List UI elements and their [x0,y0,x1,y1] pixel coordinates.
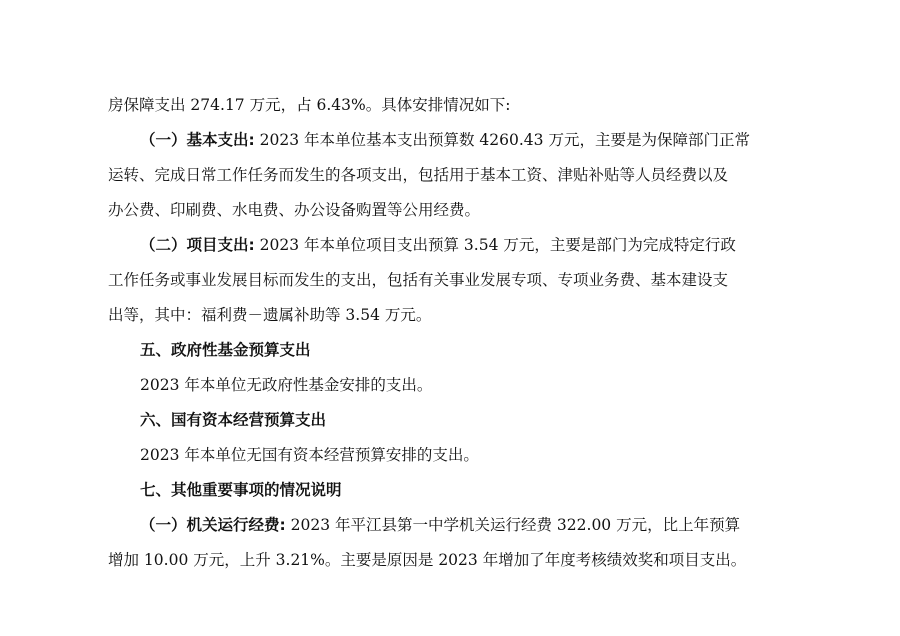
section-7-item-1-label: （一）机关运行经费: [140,516,286,534]
basic-expense-line-3 [108,193,794,228]
section-7-item-1-line-2 [108,543,794,578]
project-expense-line-1 [108,228,794,263]
section-6-heading-line [108,403,794,438]
project-expense-text-1: 2023 年本单位项目支出预算 3.54 万元，主要是部门为完成特定行政 [254,236,736,254]
section-6-text-line [108,438,794,473]
section-5-text: 2023 年本单位无政府性基金安排的支出。 [140,376,433,394]
intro-text: 房保障支出 274.17 万元，占 6.43%。具体安排情况如下: [108,96,511,114]
document-body [108,88,794,578]
intro-line [108,88,794,123]
section-5-text-line [108,368,794,403]
basic-expense-line-2 [108,158,794,193]
project-expense-label: （二）项目支出: [140,236,255,254]
section-5-heading: 五、政府性基金预算支出 [140,341,311,359]
project-expense-line-3 [108,298,794,333]
project-expense-line-2 [108,263,794,298]
section-7-item-1-line-1 [108,508,794,543]
basic-expense-text-3: 办公费、印刷费、水电费、办公设备购置等公用经费。 [108,201,481,219]
section-7-item-1-text-2: 增加 10.00 万元，上升 3.21%。主要是原因是 2023 年增加了年度考核绩效奖和项目支出。 [108,551,747,569]
project-expense-text-3: 出等，其中：福利费－遗属补助等 3.54 万元。 [108,306,432,324]
project-expense-text-2: 工作任务或事业发展目标而发生的支出，包括有关事业发展专项、专项业务费、基本建设支 [108,271,729,289]
basic-expense-line-1 [108,123,794,158]
basic-expense-text-2: 运转、完成日常工作任务而发生的各项支出，包括用于基本工资、津贴补贴等人员经费以及 [108,166,729,184]
section-6-text: 2023 年本单位无国有资本经营预算安排的支出。 [140,446,479,464]
section-5-heading-line [108,333,794,368]
basic-expense-text-1: 2023 年本单位基本支出预算数 4260.43 万元，主要是为保障部门正常 [254,131,750,149]
section-7-item-1-text-1: 2023 年平江县第一中学机关运行经费 322.00 万元，比上年预算 [285,516,741,534]
basic-expense-label: （一）基本支出: [140,131,255,149]
section-7-heading: 七、其他重要事项的情况说明 [140,481,342,499]
section-6-heading: 六、国有资本经营预算支出 [140,411,327,429]
section-7-heading-line [108,473,794,508]
